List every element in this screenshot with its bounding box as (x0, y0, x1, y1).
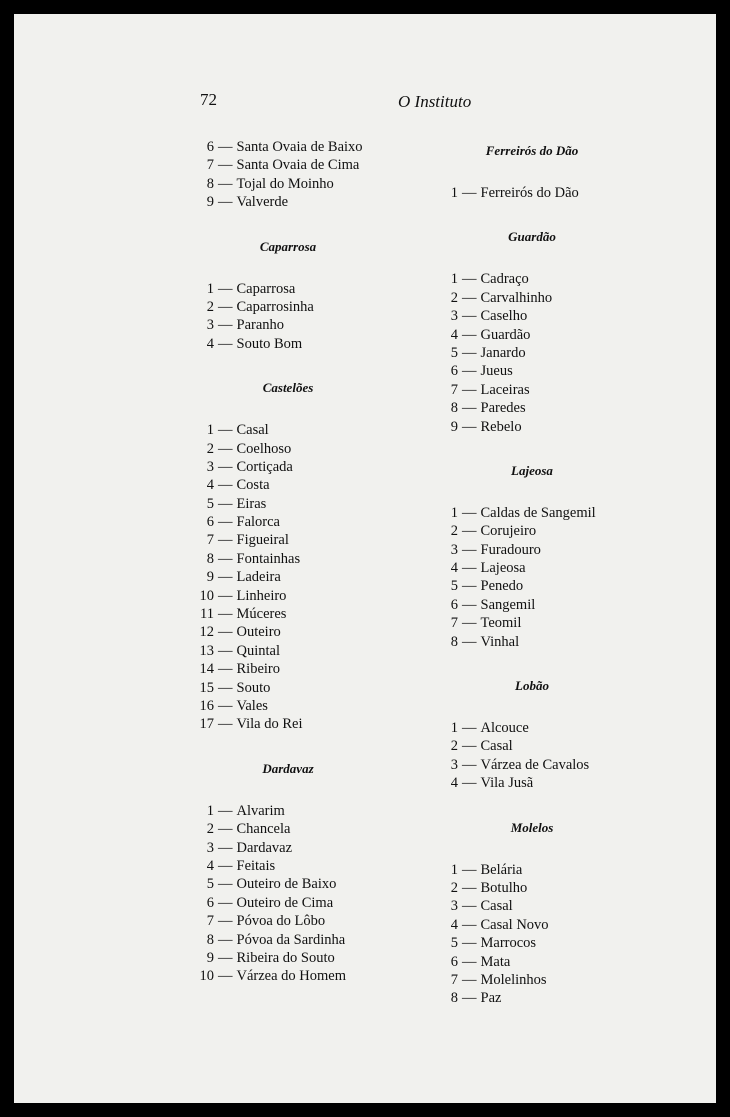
entry-number: 3 (206, 317, 214, 334)
entry-dash: — (462, 596, 477, 613)
entry-dash: — (218, 477, 233, 494)
place-entry (188, 550, 388, 568)
entry-number: 8 (450, 400, 458, 417)
place-name: Teomil (480, 615, 522, 632)
entry-number: 1 (450, 504, 458, 521)
place-name: Sangemil (480, 596, 536, 613)
place-entry (188, 175, 388, 193)
entry-number: 9 (206, 949, 214, 966)
place-entry (188, 802, 388, 820)
entry-number: 2 (450, 879, 458, 896)
entry-number: 14 (199, 661, 214, 678)
section-title: Dardavaz (262, 760, 314, 776)
place-entry (432, 362, 632, 380)
entry-dash: — (462, 879, 477, 896)
entry-number: 6 (206, 894, 214, 911)
entry-dash: — (218, 422, 233, 439)
place-entry (432, 737, 632, 755)
place-entry (432, 879, 632, 897)
place-name: Vila do Rei (236, 716, 303, 733)
place-entry (432, 522, 632, 540)
entry-number: 8 (206, 550, 214, 567)
entry-dash: — (462, 916, 477, 933)
place-entry (432, 184, 632, 202)
entry-number: 1 (450, 861, 458, 878)
place-name: Falorca (236, 514, 280, 531)
place-entry (188, 495, 388, 513)
place-name: Molelinhos (480, 971, 547, 988)
place-entry (432, 897, 632, 915)
place-name: Caselho (480, 308, 528, 325)
entry-number: 1 (206, 280, 214, 297)
entry-dash: — (218, 280, 233, 297)
entry-dash: — (218, 876, 233, 893)
place-entry (432, 989, 632, 1007)
entry-dash: — (462, 898, 477, 915)
entry-dash: — (462, 523, 477, 540)
entry-number: 2 (206, 440, 214, 457)
place-name: Alvarim (236, 802, 285, 819)
place-name: Penedo (480, 578, 524, 595)
parish-section (432, 436, 632, 651)
entry-dash: — (218, 458, 233, 475)
entry-number: 2 (450, 289, 458, 306)
parish-section (188, 353, 388, 734)
place-entry (188, 421, 388, 439)
place-entry (432, 577, 632, 595)
place-name: Paredes (480, 400, 526, 417)
place-name: Coelhoso (236, 440, 292, 457)
section-title: Molelos (510, 819, 554, 835)
place-name: Ribeiro (236, 661, 280, 678)
entry-number: 8 (450, 990, 458, 1007)
entry-dash: — (218, 894, 233, 911)
entry-dash: — (462, 615, 477, 632)
entry-number: 9 (450, 418, 458, 435)
place-name: Valverde (236, 194, 289, 211)
entry-number: 2 (450, 523, 458, 540)
place-name: Casal (480, 898, 513, 915)
entry-number: 3 (206, 458, 214, 475)
entry-number: 4 (206, 857, 214, 874)
entry-number: 6 (450, 953, 458, 970)
place-name: Rebelo (480, 418, 522, 435)
place-name: Várzea do Homem (236, 968, 347, 985)
place-name: Cortiçada (236, 458, 293, 475)
place-entry (432, 559, 632, 577)
entry-dash: — (218, 157, 233, 174)
entry-dash: — (218, 495, 233, 512)
place-name: Belária (480, 861, 523, 878)
entry-dash: — (462, 720, 477, 737)
place-entry (432, 381, 632, 399)
entry-dash: — (462, 400, 477, 417)
place-name: Outeiro de Cima (236, 894, 334, 911)
place-name: Vinhal (480, 633, 520, 650)
entry-number: 9 (206, 194, 214, 211)
entry-dash: — (218, 857, 233, 874)
place-name: Guardão (480, 326, 531, 343)
place-entry (188, 156, 388, 174)
entry-number: 1 (206, 422, 214, 439)
place-name: Eiras (236, 495, 267, 512)
entry-number: 11 (200, 606, 214, 623)
entry-number: 10 (199, 587, 214, 604)
place-name: Botulho (480, 879, 528, 896)
entry-dash: — (462, 633, 477, 650)
place-name: Tojal do Moinho (236, 175, 334, 192)
parish-section (432, 793, 632, 1008)
place-entry (188, 715, 388, 733)
entry-dash: — (218, 569, 233, 586)
place-name: Feitais (236, 857, 276, 874)
place-entry (188, 967, 388, 985)
entry-dash: — (462, 289, 477, 306)
entry-dash: — (462, 756, 477, 773)
section-title: Caparrosa (259, 238, 317, 254)
entry-number: 10 (199, 968, 214, 985)
place-entry (188, 280, 388, 298)
entry-number: 6 (206, 139, 214, 155)
entry-number: 2 (450, 738, 458, 755)
place-name: Ferreirós do Dão (480, 185, 579, 201)
place-name: Vila Jusã (480, 775, 534, 792)
parish-section (188, 138, 388, 212)
entry-dash: — (218, 139, 233, 155)
entry-number: 2 (206, 821, 214, 838)
parish-section (432, 651, 632, 793)
place-name: Póvoa da Sardinha (236, 931, 346, 948)
entry-number: 13 (199, 642, 214, 659)
entry-number: 12 (199, 624, 214, 641)
entry-dash: — (462, 935, 477, 952)
entry-dash: — (218, 679, 233, 696)
place-entry (188, 316, 388, 334)
place-entry (188, 875, 388, 893)
place-name: Santa Ovaia de Cima (236, 157, 360, 174)
place-entry (432, 541, 632, 559)
entry-dash: — (218, 194, 233, 211)
entry-number: 4 (206, 335, 214, 352)
place-name: Ribeira do Souto (236, 949, 335, 966)
entry-dash: — (218, 175, 233, 192)
place-name: Caparrosinha (236, 298, 314, 315)
place-name: Costa (236, 477, 270, 494)
place-name: Figueiral (236, 532, 289, 549)
entry-dash: — (218, 949, 233, 966)
entry-dash: — (218, 913, 233, 930)
place-name: Chancela (236, 821, 291, 838)
place-entry (188, 440, 388, 458)
place-entry (432, 916, 632, 934)
place-entry (188, 335, 388, 353)
place-entry (188, 587, 388, 605)
entry-dash: — (462, 738, 477, 755)
place-entry (432, 307, 632, 325)
entry-number: 6 (450, 363, 458, 380)
place-entry (188, 642, 388, 660)
entry-number: 3 (450, 541, 458, 558)
entry-number: 7 (206, 913, 214, 930)
place-entry (432, 504, 632, 522)
entry-number: 7 (450, 971, 458, 988)
left-column (188, 138, 388, 986)
place-name: Alcouce (480, 720, 529, 737)
place-name: Caparrosa (236, 280, 296, 297)
place-entry (188, 605, 388, 623)
entry-number: 2 (206, 298, 214, 315)
entry-dash: — (218, 440, 233, 457)
place-entry (432, 418, 632, 436)
place-name: Corujeiro (480, 523, 537, 540)
place-entry (432, 934, 632, 952)
place-entry (188, 458, 388, 476)
entry-dash: — (218, 642, 233, 659)
entry-dash: — (218, 335, 233, 352)
entry-number: 1 (450, 185, 458, 201)
entry-number: 4 (450, 560, 458, 577)
entry-number: 5 (450, 935, 458, 952)
entry-dash: — (218, 661, 233, 678)
entry-number: 15 (199, 679, 214, 696)
entry-dash: — (218, 802, 233, 819)
entry-number: 7 (206, 157, 214, 174)
entry-number: 5 (450, 344, 458, 361)
entry-dash: — (218, 606, 233, 623)
entry-number: 1 (450, 271, 458, 288)
place-name: Várzea de Cavalos (480, 756, 590, 773)
entry-dash: — (462, 861, 477, 878)
place-name: Cadraço (480, 271, 529, 288)
entry-number: 9 (206, 569, 214, 586)
place-entry (188, 623, 388, 641)
section-title: Castelões (262, 380, 314, 396)
entry-number: 8 (206, 931, 214, 948)
place-name: Casal (480, 738, 513, 755)
entry-dash: — (462, 953, 477, 970)
place-name: Casal Novo (480, 916, 549, 933)
place-entry (432, 270, 632, 288)
place-name: Outeiro (236, 624, 281, 641)
place-entry (432, 289, 632, 307)
entry-dash: — (462, 560, 477, 577)
parish-section (432, 142, 632, 202)
entry-number: 3 (206, 839, 214, 856)
place-entry (188, 857, 388, 875)
place-entry (432, 756, 632, 774)
right-column (432, 142, 632, 1008)
entry-dash: — (462, 271, 477, 288)
place-name: Janardo (480, 344, 526, 361)
section-title: Guardão (508, 229, 556, 245)
place-entry (432, 326, 632, 344)
parish-section (432, 202, 632, 436)
place-entry (188, 949, 388, 967)
place-entry (432, 633, 632, 651)
place-name: Laceiras (480, 381, 530, 398)
entry-dash: — (218, 514, 233, 531)
place-entry (188, 931, 388, 949)
entry-number: 3 (450, 756, 458, 773)
place-name: Souto (236, 679, 271, 696)
place-name: Póvoa do Lôbo (236, 913, 326, 930)
entry-number: 6 (450, 596, 458, 613)
place-name: Casal (236, 422, 269, 439)
entry-number: 4 (450, 775, 458, 792)
section-title: Lajeosa (511, 462, 553, 478)
entry-dash: — (218, 968, 233, 985)
running-title: O Instituto (398, 92, 472, 111)
place-entry (188, 912, 388, 930)
entry-number: 4 (206, 477, 214, 494)
place-name: Linheiro (236, 587, 287, 604)
entry-number: 7 (450, 615, 458, 632)
place-entry (188, 894, 388, 912)
place-entry (188, 513, 388, 531)
place-entry (188, 476, 388, 494)
entry-number: 6 (206, 514, 214, 531)
entry-dash: — (218, 839, 233, 856)
entry-number: 17 (199, 716, 214, 733)
entry-number: 3 (450, 898, 458, 915)
place-entry (432, 861, 632, 879)
entry-dash: — (218, 624, 233, 641)
place-name: Quintal (236, 642, 280, 659)
entry-number: 5 (206, 495, 214, 512)
place-entry (188, 138, 388, 156)
entry-dash: — (462, 185, 477, 201)
entry-number: 7 (450, 381, 458, 398)
entry-dash: — (218, 931, 233, 948)
entry-number: 8 (206, 175, 214, 192)
place-name: Paz (480, 990, 502, 1007)
entry-dash: — (218, 587, 233, 604)
place-name: Lajeosa (480, 560, 526, 577)
entry-number: 3 (450, 308, 458, 325)
place-entry (188, 839, 388, 857)
place-entry (432, 953, 632, 971)
entry-number: 1 (450, 720, 458, 737)
place-entry (188, 697, 388, 715)
place-entry (188, 660, 388, 678)
entry-dash: — (218, 550, 233, 567)
place-entry (432, 344, 632, 362)
entry-dash: — (462, 308, 477, 325)
parish-section (188, 734, 388, 986)
entry-dash: — (462, 578, 477, 595)
place-name: Carvalhinho (480, 289, 553, 306)
entry-number: 4 (450, 916, 458, 933)
section-title: Ferreirós do Dão (485, 143, 579, 158)
entry-dash: — (462, 971, 477, 988)
place-entry (432, 719, 632, 737)
place-entry (432, 596, 632, 614)
entry-dash: — (218, 716, 233, 733)
entry-dash: — (462, 990, 477, 1007)
entry-number: 5 (206, 876, 214, 893)
entry-number: 8 (450, 633, 458, 650)
place-entry (188, 193, 388, 211)
place-name: Múceres (236, 606, 287, 623)
place-entry (188, 568, 388, 586)
place-name: Mata (480, 953, 511, 970)
place-name: Fontainhas (236, 550, 301, 567)
place-entry (188, 679, 388, 697)
page-number: 72 (200, 90, 217, 109)
entry-dash: — (462, 775, 477, 792)
place-name: Dardavaz (236, 839, 293, 856)
place-name: Santa Ovaia de Baixo (236, 139, 363, 155)
entry-dash: — (218, 317, 233, 334)
place-entry (432, 971, 632, 989)
entry-dash: — (218, 532, 233, 549)
entry-number: 4 (450, 326, 458, 343)
place-name: Ladeira (236, 569, 281, 586)
place-name: Marrocos (480, 935, 537, 952)
place-entry (432, 399, 632, 417)
place-name: Furadouro (480, 541, 541, 558)
entry-dash: — (462, 541, 477, 558)
place-entry (188, 820, 388, 838)
document-page (14, 14, 716, 1103)
place-entry (432, 774, 632, 792)
entry-dash: — (218, 298, 233, 315)
place-entry (188, 531, 388, 549)
entry-number: 1 (206, 802, 214, 819)
parish-section (188, 212, 388, 354)
entry-dash: — (462, 381, 477, 398)
entry-dash: — (462, 363, 477, 380)
entry-dash: — (462, 326, 477, 343)
place-name: Souto Bom (236, 335, 303, 352)
place-entry (188, 298, 388, 316)
entry-number: 16 (199, 697, 214, 714)
entry-number: 5 (450, 578, 458, 595)
entry-number: 7 (206, 532, 214, 549)
entry-dash: — (462, 504, 477, 521)
section-title: Lobão (515, 678, 549, 694)
entry-dash: — (218, 697, 233, 714)
place-name: Jueus (480, 363, 513, 380)
entry-dash: — (462, 418, 477, 435)
place-name: Vales (236, 697, 268, 714)
place-name: Paranho (236, 317, 285, 334)
place-entry (432, 614, 632, 632)
entry-dash: — (218, 821, 233, 838)
place-name: Outeiro de Baixo (236, 876, 337, 893)
entry-dash: — (462, 344, 477, 361)
place-name: Caldas de Sangemil (480, 504, 596, 521)
